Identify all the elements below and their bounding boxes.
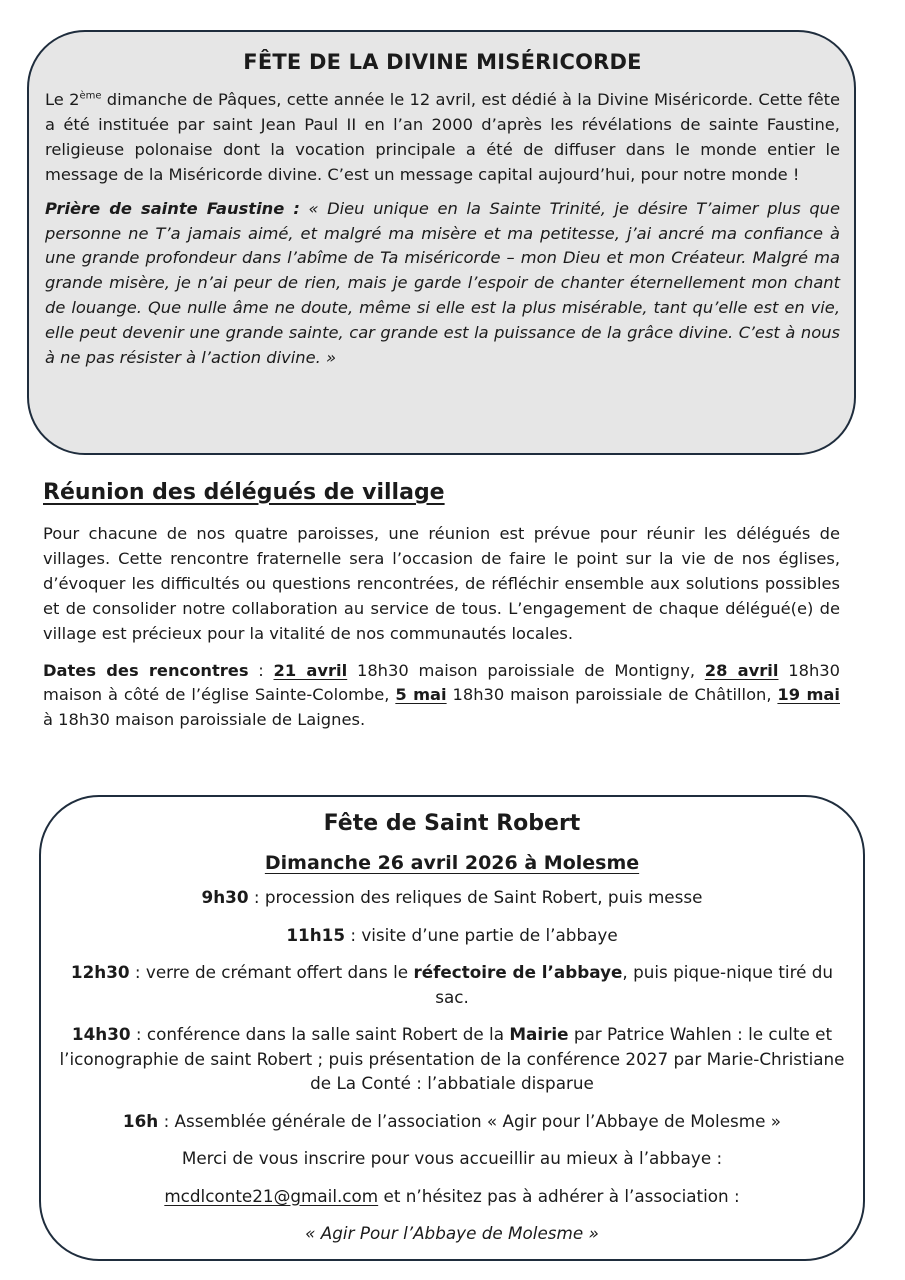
date-5-mai: 5 mai (395, 685, 447, 705)
saint-robert-box (39, 795, 865, 1261)
register-text: Merci de vous inscrire pour vous accueillir au mieux à l’abbaye : (181, 1148, 723, 1168)
reunion-title: Réunion des délégués de village (43, 480, 445, 505)
desc-1230-c: , puis pique-nique tiré du sac. (435, 962, 834, 1007)
program-item-930 (59, 885, 845, 910)
intro-rest: dimanche de Pâques, cette année le 12 avril, est dédié à la Divine Miséricorde. Cette fête a été instituée par saint Jean Paul II en l’an 2000 d’après les révélations de sainte Faustine, religieuse polonaise dont la vocation principale a été de diffuser dans le monde entier le message de la Miséricorde divine. C’est un message capital aujourd’hui, pour notre monde ! (45, 90, 840, 184)
intro-start: Le 2 (45, 90, 80, 109)
prayer-paragraph (45, 197, 840, 371)
email-link[interactable]: mcdlconte21@gmail.com (164, 1185, 379, 1206)
program-item-1115 (59, 923, 845, 948)
desc-930: : procession des reliques de Saint Robert, puis messe (248, 887, 703, 907)
desc-1230-refectoire: réfectoire de l’abbaye (413, 962, 623, 982)
time-1115: 11h15 (286, 924, 345, 945)
dates-sep: : (248, 660, 274, 680)
date-desc-2: 18h30 maison à côté de l’église Sainte-Colombe, (43, 660, 840, 705)
date-desc-3: 18h30 maison paroissiale de Châtillon, (446, 685, 778, 705)
time-930: 9h30 (201, 887, 249, 907)
date-desc-4: à 18h30 maison paroissiale de Laignes. (43, 710, 366, 730)
date-desc-1: 18h30 maison paroissiale de Montigny, (347, 660, 705, 680)
program-item-1230 (59, 960, 845, 1009)
saint-robert-title: Fête de Saint Robert (323, 811, 581, 836)
desc-1430-a: : conférence dans la salle saint Robert de la (130, 1024, 510, 1044)
desc-1430-mairie: Mairie (509, 1024, 569, 1044)
reunion-dates (43, 659, 840, 734)
misericorde-intro (45, 88, 840, 188)
prayer-text: « Dieu unique en la Sainte Trinité, je désire T’aimer plus que personne ne T’a jamais aimé, et malgré ma misère et ma petitesse, j’ai ancré ma confiance à une grande profondeur dans l’abîme de Ta miséricorde – mon Dieu et mon Créateur. Malgré ma grande misère, je n’ai peur de rien, mais je garde l’espoir de chanter éternellement mon chant de louange. Que nulle âme ne doute, même si elle est la plus misérable, tant qu’elle est en vie, elle peut devenir une grande sainte, car grande est la puissance de la grâce divine. C’est à nous à ne pas résister à l’action divine. » (45, 198, 841, 368)
program-item-1430 (59, 1022, 845, 1096)
date-28-avril: 28 avril (704, 660, 779, 680)
association-name: « Agir Pour l’Abbaye de Molesme » (305, 1223, 599, 1243)
reunion-body: Pour chacune de nos quatre paroisses, une réunion est prévue pour réunir les délégués de villages. Cette rencontre fraternelle sera l’occasion de faire le point sur la vie de nos églises, d’évoquer les difficultés ou questions rencontrées, de réfléchir ensemble aux solutions possibles et de consolider notre collaboration au service de tous. L’engagement de chaque délégué(e) de village est précieux pour la vitalité de nos communautés locales. (43, 524, 840, 643)
misericorde-box (27, 30, 856, 455)
saint-robert-subtitle: Dimanche 26 avril 2026 à Molesme (264, 852, 640, 874)
time-1430: 14h30 (71, 1024, 131, 1044)
misericorde-title: FÊTE DE LA DIVINE MISÉRICORDE (243, 50, 642, 74)
time-16h: 16h (122, 1110, 159, 1131)
desc-1115: : visite d’une partie de l’abbaye (345, 924, 618, 945)
time-1230: 12h30 (70, 962, 130, 982)
date-19-mai: 19 mai (777, 685, 840, 705)
email-line (59, 1184, 845, 1209)
desc-1230-a: : verre de crémant offert dans le (129, 962, 414, 982)
intro-superscript: ème (79, 90, 102, 102)
date-21-avril: 21 avril (273, 660, 348, 680)
desc-16h: : Assemblée générale de l’association « Agir pour l’Abbaye de Molesme » (158, 1110, 782, 1131)
prayer-lead: Prière de sainte Faustine : (45, 198, 300, 218)
desc-1430-c: par Patrice Wahlen : le culte et l’iconographie de saint Robert ; puis présentation de la conférence 2027 par Marie-Christiane de La Conté : l’abbatiale disparue (59, 1024, 845, 1093)
dates-label: Dates des rencontres (43, 660, 249, 680)
program-item-16h (59, 1109, 845, 1134)
join-text: et n’hésitez pas à adhérer à l’association : (378, 1185, 740, 1206)
reunion-section (43, 522, 840, 733)
